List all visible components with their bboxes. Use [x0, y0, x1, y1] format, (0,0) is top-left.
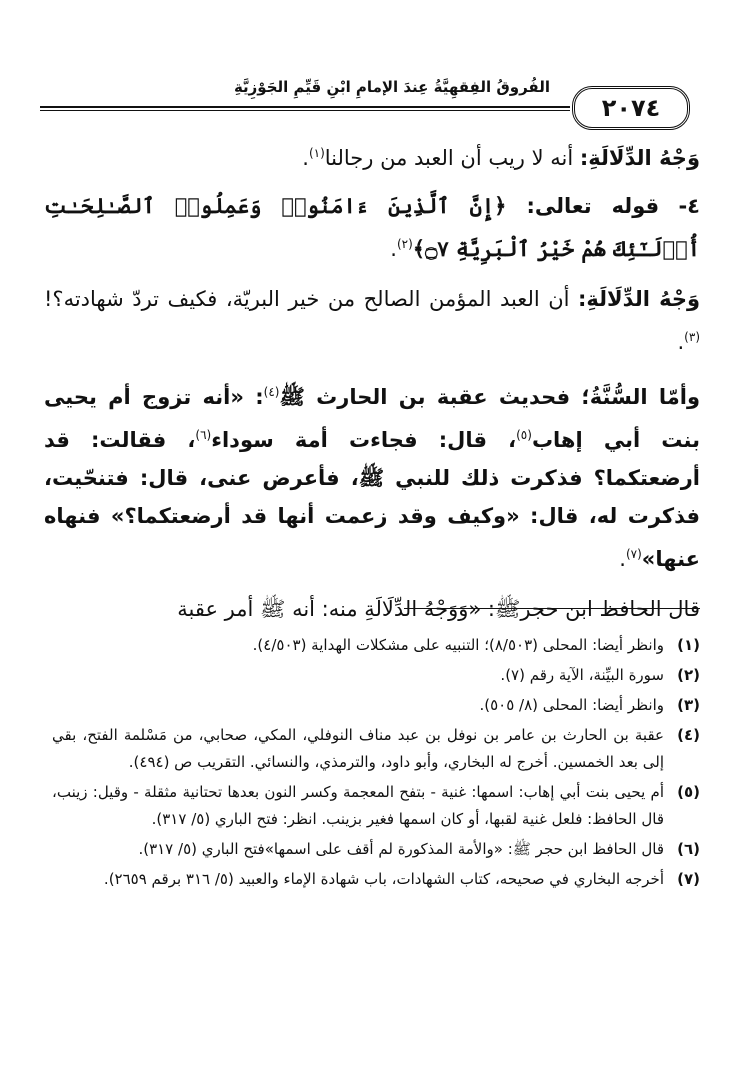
footnote-ref: (٤)	[263, 385, 280, 399]
header-rule-thin	[40, 110, 570, 111]
sunnah-label: وأمّا السُّنَّةُ؛ فحديث عقبة بن الحارث ﷺ	[279, 385, 700, 409]
item-number: ٤-	[678, 194, 700, 218]
running-title: الفُروقُ الفِقهِيَّةُ عِندَ الإمامِ ابْنِ قَيِّمِ الجَوْزِيَّةِ	[233, 78, 550, 96]
page-header	[40, 70, 700, 130]
hadith-text: : «أنه تزوج أم يحيى بنت أبي إهاب	[44, 385, 700, 452]
punct: .	[390, 237, 397, 261]
dalala-label: وَجْهُ الدِّلَالَةِ:	[579, 146, 700, 170]
footnote-ref: (٧)	[625, 547, 642, 561]
footnote-number: (٤)	[677, 726, 700, 744]
footnote	[52, 836, 700, 863]
footnote-number: (٦)	[677, 840, 700, 858]
footnote	[52, 866, 700, 893]
footnote-text: وانظر أيضا: المحلى (٨/ ٥٠٥).	[479, 696, 664, 714]
footnote-ref: (٦)	[195, 428, 212, 442]
footnote-separator	[404, 608, 700, 609]
footnote	[52, 779, 700, 833]
hadith-text: ، فقالت: قد أرضعتكما؟ فذكرت ذلك للنبي ﷺ، فأعرض عنى، قال: فتنحّيت، فذكرت له، قال: «وكيف وقد زعمت أنها قد أرضعتكما؟» فنهاه عنها»	[44, 428, 700, 571]
footnote	[52, 722, 700, 776]
header-rule	[40, 106, 570, 108]
footnote	[52, 692, 700, 719]
punct: .	[302, 146, 309, 170]
footnote-ref: (٢)	[396, 237, 413, 251]
footnote-text: أم يحيى بنت أبي إهاب: اسمها: غنية - بتفح المعجمة وكسر النون بعدها تحتانية مثقلة - وقيل: زينب، قال الحافظ: فلعل غنية لقبها، أو كان اسمها فغير بزينب. انظر: فتح الباري (٥/ ٣١٧).	[52, 783, 664, 828]
footnote-ref: (١)	[308, 146, 325, 160]
footnote-number: (٧)	[677, 870, 700, 888]
footnote	[52, 632, 700, 659]
footnote-number: (٣)	[677, 696, 700, 714]
punct: .	[677, 330, 685, 354]
footnote-number: (١)	[677, 636, 700, 654]
dalala-label: وَجْهُ الدِّلَالَةِ:	[578, 287, 701, 311]
hafiz-text: قال الحافظ ابن حجرﷺ: «وَوَجْهُ الدِّلَالَةِ منه: أنه ﷺ أمر عقبة	[177, 597, 700, 621]
footnote	[52, 662, 700, 689]
dalala-text: أنه لا ريب أن العبد من رجالنا	[324, 146, 580, 170]
footnote-text: عقبة بن الحارث بن عامر بن نوفل بن عبد مناف النوفلي، المكي، صحابي، من مَسْلمة الفتح، بقي إلى بعد الخمسين. أخرج له البخاري، وأبو داود، والترمذي، والنسائي. التقريب ص (٤٩٤).	[52, 726, 664, 771]
main-text	[44, 134, 700, 628]
page-number: ٢٠٧٤	[601, 94, 661, 122]
hadith-text: ، قال: فجاءت أمة سوداء	[211, 428, 517, 452]
punct: .	[619, 547, 626, 571]
footnote-text: أخرجه البخاري في صحيحه، كتاب الشهادات، باب شهادة الإماء والعبيد (٥/ ٣١٦ برقم ٢٦٥٩).	[103, 870, 664, 888]
footnote-ref: (٥)	[516, 428, 532, 442]
paragraph-dalala-1	[44, 134, 700, 177]
item-label: قوله تعالى:	[526, 194, 660, 218]
footnote-number: (٥)	[677, 783, 700, 801]
quran-verse: ﴿إِنَّ ٱلَّذِينَ ءَامَنُوا۟ وَعَمِلُوا۟ ٱلصَّـٰلِحَـٰتِ أُو۟لَـٰٓئِكَ هُمْ خَيْرُ ٱلْبَرِيَّةِ ۝٧﴾	[44, 193, 700, 261]
paragraph-sunnah	[44, 373, 700, 578]
footnote-text: وانظر أيضا: المحلى (٨/٥٠٣)؛ التنبيه على مشكلات الهداية (٤/٥٠٣).	[252, 636, 664, 654]
footnote-text: قال الحافظ ابن حجر ﷺ: «والأمة المذكورة لم أقف على اسمها»فتح الباري (٥/ ٣١٧).	[138, 840, 664, 858]
paragraph-hafiz	[44, 590, 700, 628]
paragraph-item-4	[44, 187, 700, 268]
footnote-text: سورة البيِّنة، الآية رقم (٧).	[500, 666, 664, 684]
footnote-ref: (٣)	[684, 330, 700, 344]
footnotes	[52, 632, 700, 896]
page-number-badge	[572, 86, 690, 130]
dalala-text: أن العبد المؤمن الصالح من خير البريّة، فكيف تردّ شهادته؟!	[44, 287, 579, 311]
footnote-number: (٢)	[677, 666, 700, 684]
paragraph-dalala-2	[44, 280, 700, 361]
